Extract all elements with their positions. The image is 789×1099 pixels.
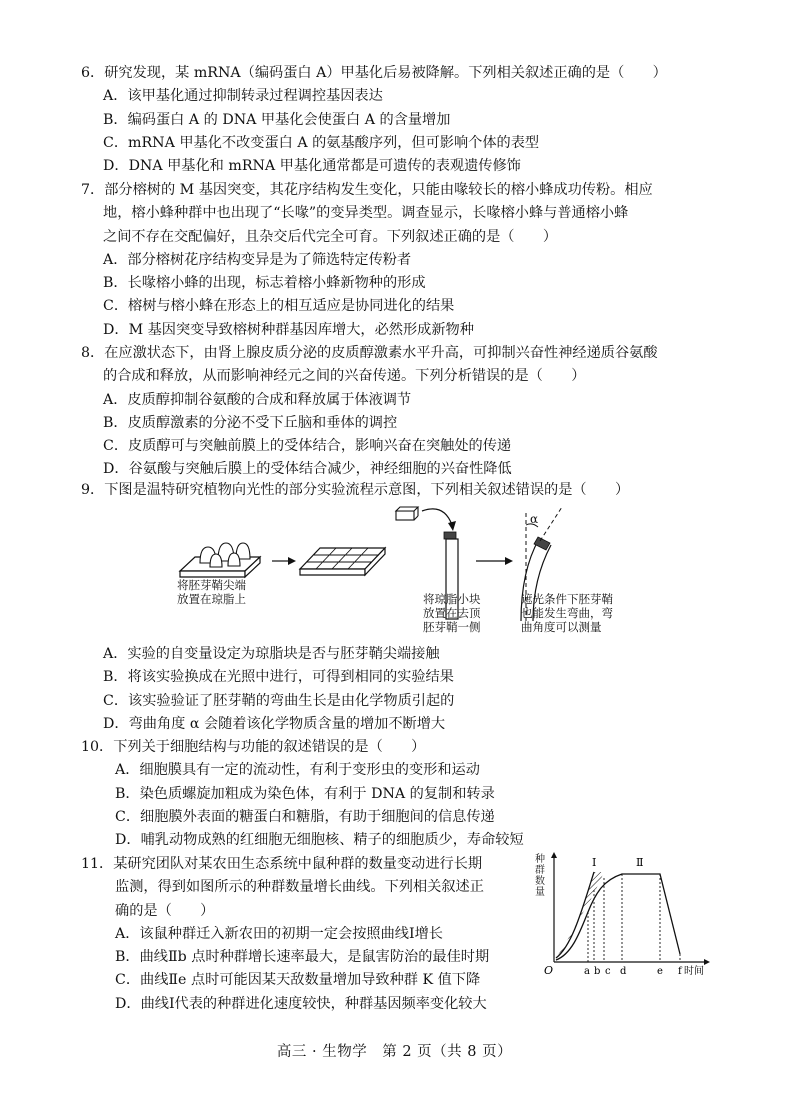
agar-grid — [300, 548, 385, 575]
question-6-option-b: B．编码蛋白 A 的 DNA 甲基化会使蛋白 A 的含量增加 — [103, 111, 451, 128]
caption-step-1-line-2: 放置在琼脂上 — [177, 592, 246, 606]
question-8-option-a: A．皮质醇抑制谷氨酸的合成和释放属于体液调节 — [103, 391, 412, 408]
question-7-option-b: B．长喙榕小蜂的出现，标志着榕小蜂新物种的形成 — [103, 275, 426, 292]
question-11-option-c: C．曲线Ⅱe 点时可能因某天敌数量增加导致种群 K 值下降 — [115, 972, 481, 989]
caption-step-2-line-3: 胚芽鞘一侧 — [423, 620, 481, 634]
question-6 — [81, 62, 706, 178]
page-footer: 高三 · 生物学 第 2 页（共 8 页） — [276, 1044, 513, 1060]
question-8-option-b: B．皮质醇激素的分泌不受下丘脑和垂体的调控 — [103, 414, 398, 431]
question-11-option-b: B．曲线Ⅱb 点时种群增长速率最大，是鼠害防治的最佳时期 — [115, 949, 490, 966]
question-6-stem: 6．研究发现，某 mRNA（编码蛋白 A）甲基化后易被降解。下列相关叙述正确的是（ ） — [81, 65, 667, 81]
population-growth-chart — [532, 850, 717, 980]
tick-b: b — [594, 966, 601, 977]
tick-c: c — [605, 966, 611, 977]
question-11-stem-line-1: 11．某研究团队对某农田生态系统中鼠种群的数量变动进行长期 — [81, 856, 483, 872]
question-10-stem: 10．下列关于细胞结构与功能的叙述错误的是（ ） — [81, 739, 426, 755]
caption-step-1 — [177, 578, 246, 606]
question-11-stem-line-2: 监测，得到如图所示的种群数量增长曲线。下列相关叙述正 — [115, 879, 484, 896]
question-7 — [81, 179, 706, 342]
question-10-option-c: C．细胞膜外表面的糖蛋白和糖脂，有助于细胞间的信息传递 — [115, 808, 495, 825]
population-curve-figure — [532, 850, 717, 980]
caption-step-2-line-1: 将琼脂小块 — [423, 592, 481, 606]
caption-step-2-line-2: 放置在去顶 — [423, 606, 481, 620]
y-axis-label: 种群数量 — [535, 854, 545, 898]
question-6-option-c: C．mRNA 甲基化不改变蛋白 A 的氨基酸序列，但可影响个体的表型 — [103, 134, 540, 151]
went-experiment-figure — [170, 503, 630, 638]
question-9-option-b: B．将该实验换成在光照中进行，可得到相同的实验结果 — [103, 669, 454, 686]
question-9 — [81, 479, 706, 502]
caption-step-3-line-2: 也能发生弯曲，弯 — [521, 606, 613, 620]
question-7-stem-line-1: 7．部分榕树的 M 基因突变，其花序结构发生变化，只能由喙较长的榕小蜂成功传粉。相应 — [81, 182, 653, 198]
question-7-stem-line-2: 地，榕小蜂种群中也出现了“长喙”的变异类型。调查显示，长喙榕小蜂与普通榕小蜂 — [103, 205, 629, 222]
question-10-option-b: B．染色质螺旋加粗成为染色体，有利于 DNA 的复制和转录 — [115, 785, 495, 802]
question-7-option-c: C．榕树与榕小蜂在形态上的相互适应是协同进化的结果 — [103, 298, 455, 315]
alpha-label: α — [530, 512, 539, 526]
question-8-option-c: C．皮质醇可与突触前膜上的受体结合，影响兴奋在突触处的传递 — [103, 438, 512, 455]
question-11-stem-line-3: 确的是（ ） — [115, 902, 215, 919]
tick-f: f — [678, 966, 682, 977]
curve-ii — [556, 874, 680, 960]
curve-i-label: Ⅰ — [592, 856, 597, 869]
caption-step-2 — [423, 592, 481, 634]
x-axis-label: 时间 — [684, 966, 704, 977]
question-11-option-d: D．曲线Ⅰ代表的种群进化速度较快，种群基因频率变化较大 — [115, 995, 487, 1012]
question-10-option-d: D．哺乳动物成熟的红细胞无细胞核、精子的细胞质少，寿命较短 — [115, 832, 524, 849]
curve-ii-label: Ⅱ — [636, 856, 644, 869]
question-11-option-a: A．该鼠种群迁入新农田的初期一定会按照曲线Ⅰ增长 — [115, 925, 443, 942]
question-7-option-d: D．M 基因突变导致榕树种群基因库增大，必然形成新物种 — [103, 321, 474, 338]
question-6-option-a: A．该甲基化通过抑制转录过程调控基因表达 — [103, 88, 383, 105]
question-9-options — [81, 643, 706, 736]
tick-e: e — [657, 966, 663, 977]
question-8-stem-line-2: 的合成和释放，从而影响神经元之间的兴奋传递。下列分析错误的是（ ） — [103, 368, 586, 385]
agar-with-tips — [180, 543, 260, 577]
question-8-option-d: D．谷氨酸与突触后膜上的受体结合减少，神经细胞的兴奋性降低 — [103, 461, 512, 478]
caption-step-3 — [521, 592, 613, 634]
tick-d: d — [620, 966, 627, 977]
question-8-stem-line-1: 8．在应激状态下，由肾上腺皮质分泌的皮质醇激素水平升高，可抑制兴奋性神经递质谷氨酸 — [81, 345, 658, 361]
question-7-stem-line-3: 之间不存在交配偏好，且杂交后代完全可育。下列叙述正确的是（ ） — [103, 228, 558, 245]
question-10-option-a: A．细胞膜具有一定的流动性，有利于变形虫的变形和运动 — [115, 762, 480, 779]
caption-step-3-line-3: 曲角度可以测量 — [521, 620, 602, 634]
caption-step-1-line-1: 将胚芽鞘尖端 — [177, 578, 246, 592]
question-6-option-d: D．DNA 甲基化和 mRNA 甲基化通常都是可遗传的表观遗传修饰 — [103, 158, 521, 175]
question-8 — [81, 342, 706, 482]
question-9-option-d: D．弯曲角度 α 会随着该化学物质含量的增加不断增大 — [103, 715, 446, 732]
question-9-option-a: A．实验的自变量设定为琼脂块是否与胚芽鞘尖端接触 — [103, 646, 440, 662]
question-9-option-c: C．该实验验证了胚芽鞘的弯曲生长是由化学物质引起的 — [103, 692, 455, 709]
question-9-stem: 9．下图是温特研究植物向光性的部分实验流程示意图，下列相关叙述错误的是（ ） — [81, 482, 630, 498]
question-7-option-a: A．部分榕树花序结构变异是为了筛选特定传粉者 — [103, 251, 412, 268]
question-10 — [81, 736, 706, 852]
tick-a: a — [584, 966, 590, 977]
origin-label: O — [544, 964, 554, 977]
caption-step-3-line-1: 遮光条件下胚芽鞘 — [521, 592, 613, 606]
